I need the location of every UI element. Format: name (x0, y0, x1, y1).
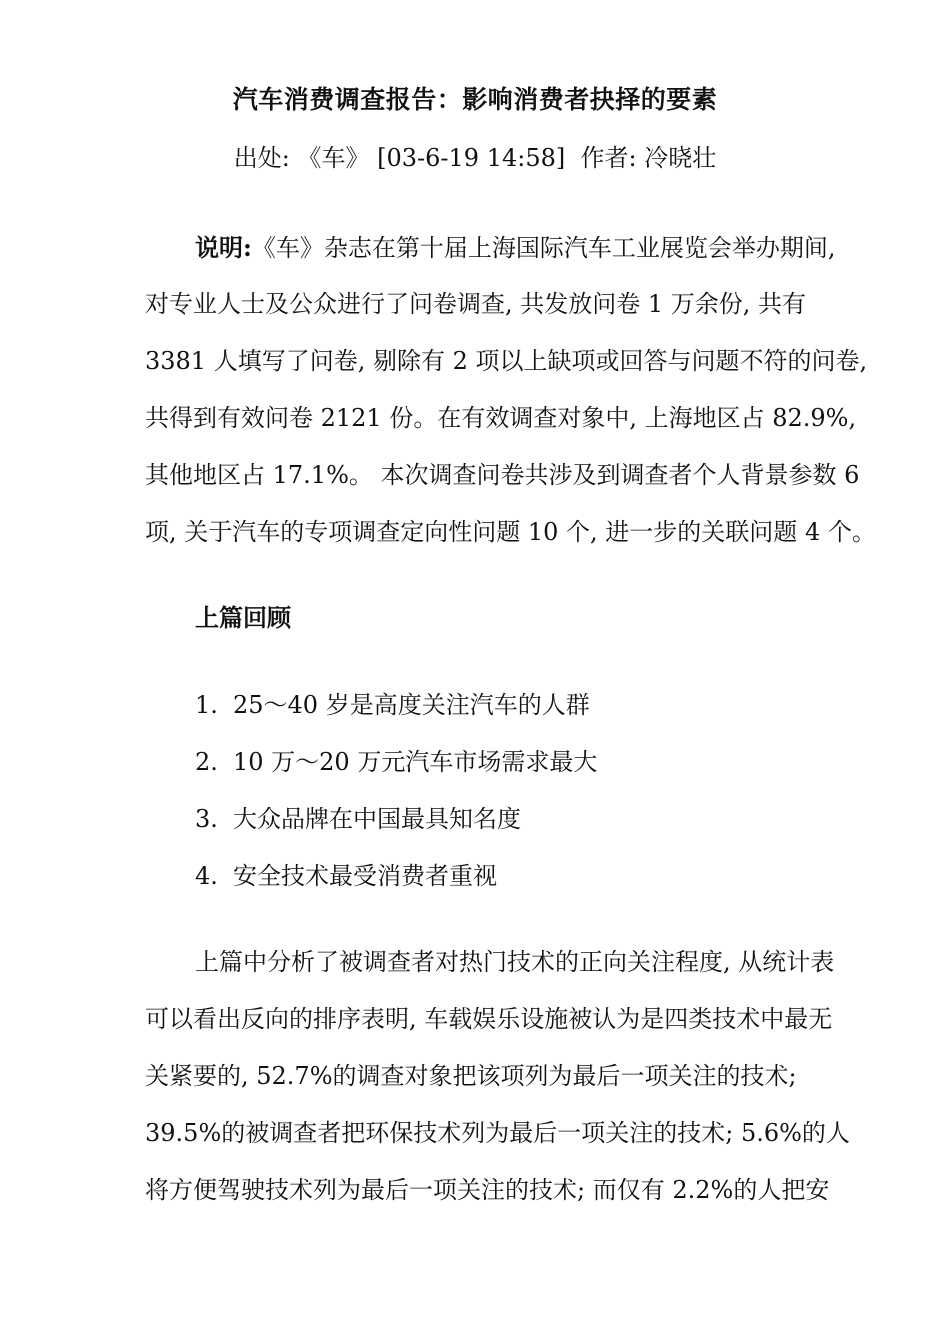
body-line: 可以看出反向的排序表明, 车载娱乐设施被认为是四类技术中最无 (145, 1005, 833, 1033)
intro-first-line-text: 《车》杂志在第十届上海国际汽车工业展览会举办期间, (251, 234, 836, 262)
section-heading: 上篇回顾 (195, 603, 291, 632)
list-item-text: 安全技术最受消费者重视 (233, 862, 497, 890)
body-first-line: 上篇中分析了被调查者对热门技术的正向关注程度, 从统计表 (195, 948, 835, 976)
body-line: 39.5%的被调查者把环保技术列为最后一项关注的技术; 5.6%的人 (145, 1119, 850, 1147)
list-item (195, 801, 521, 837)
list-item-number: 3. (195, 805, 218, 833)
intro-first-line (195, 230, 905, 266)
intro-line: 其他地区占 17.1%。 本次调查问卷共涉及到调查者个人背景参数 6 (145, 461, 860, 489)
article-meta: 出处: 《车》 [03-6-19 14:58] 作者: 冷晓壮 (233, 144, 717, 172)
list-item-text: 25～40 岁是高度关注汽车的人群 (233, 691, 590, 719)
body-line: 将方便驾驶技术列为最后一项关注的技术; 而仅有 2.2%的人把安 (145, 1176, 830, 1204)
list-item-number: 2. (195, 748, 218, 776)
body-line: 关紧要的, 52.7%的调查对象把该项列为最后一项关注的技术; (145, 1062, 797, 1090)
list-item-text: 10 万～20 万元汽车市场需求最大 (233, 748, 598, 776)
page-title: 汽车消费调查报告：影响消费者抉择的要素 (232, 85, 718, 114)
list-item (195, 858, 497, 894)
intro-label: 说明: (195, 233, 252, 262)
list-item-number: 1. (195, 691, 218, 719)
intro-line: 共得到有效问卷 2121 份。在有效调查对象中, 上海地区占 82.9%, (145, 404, 857, 432)
list-item (195, 744, 597, 780)
intro-line: 3381 人填写了问卷, 剔除有 2 项以上缺项或回答与问题不符的问卷, (145, 347, 868, 375)
list-item-number: 4. (195, 862, 218, 890)
list-item (195, 687, 590, 723)
list-item-text: 大众品牌在中国最具知名度 (233, 805, 521, 833)
intro-line: 对专业人士及公众进行了问卷调查, 共发放问卷 1 万余份, 共有 (145, 290, 807, 318)
intro-line: 项, 关于汽车的专项调查定向性问题 10 个, 进一步的关联问题 4 个。 (145, 518, 876, 546)
